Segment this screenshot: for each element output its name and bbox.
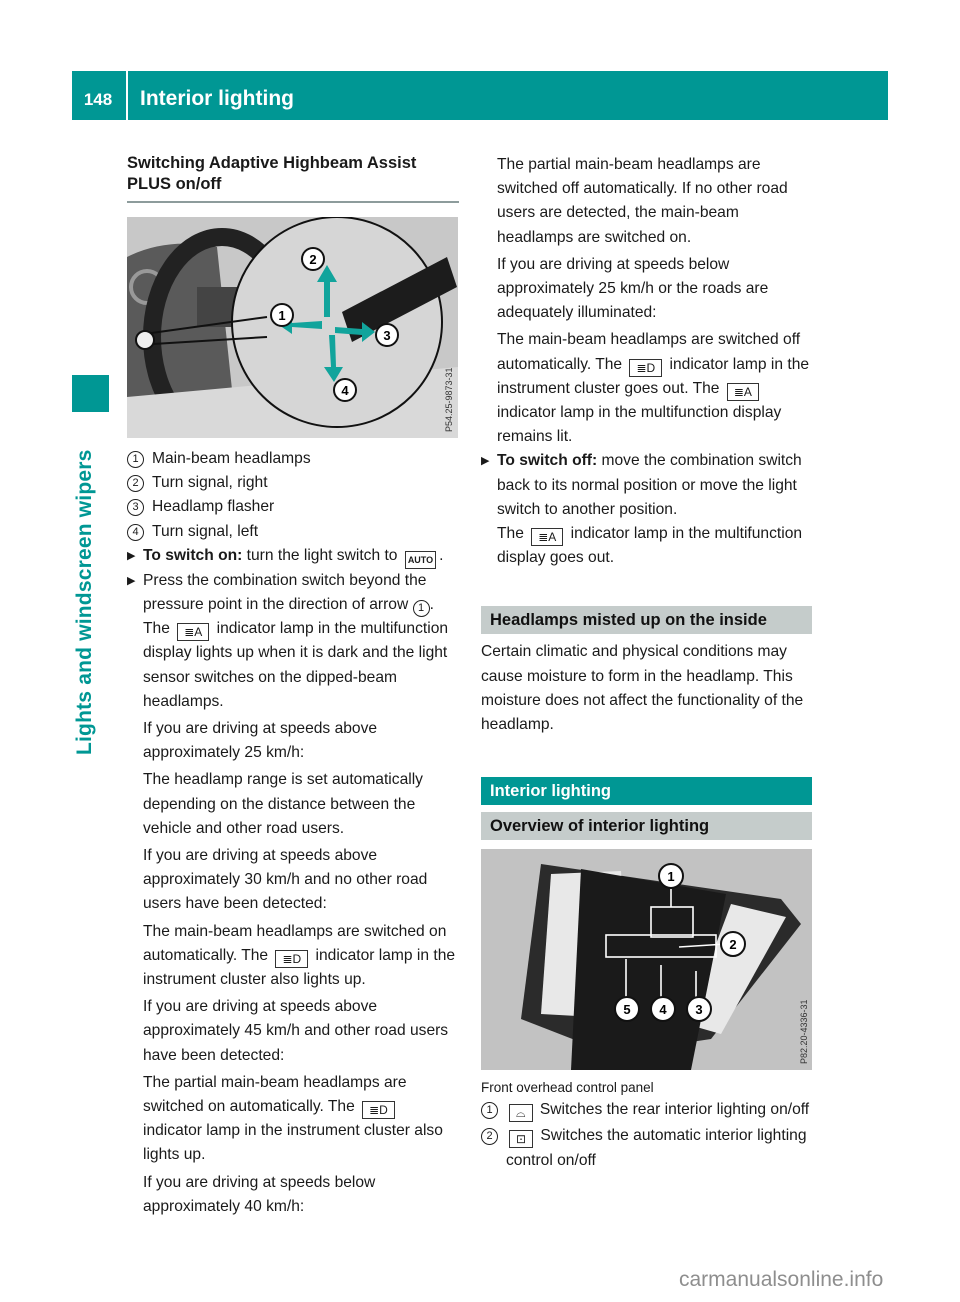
main-beam-indicator-icon: ≣D: [362, 1101, 395, 1119]
main-beam-indicator-icon: ≣D: [629, 359, 662, 377]
figure-caption: Front overhead control panel: [481, 1080, 654, 1096]
legend-item: 4 Turn signal, left: [127, 520, 459, 544]
step-switch-off: ▶ To switch off: move the combination switch back to its normal position or move the light switch to another position. The ≣A indicator lamp in the multifunction display goes out.: [481, 449, 812, 570]
section-heading-interior: Interior lighting: [481, 777, 812, 805]
misted-body: Certain climatic and physical conditions may cause moisture to form in the headlamp. This moisture does not affect the functionality of the headlamp.: [481, 643, 804, 734]
header-divider: [126, 71, 128, 120]
svg-text:3: 3: [383, 328, 391, 343]
main-beam-indicator-icon: ≣D: [275, 950, 308, 968]
auto-interior-light-off-icon: ⊡: [509, 1130, 533, 1148]
adaptive-highbeam-indicator-icon: ≣A: [727, 383, 759, 401]
svg-text:5: 5: [623, 1002, 631, 1018]
svg-text:1: 1: [667, 869, 675, 885]
step-press-switch: ▶ Press the combination switch beyond the pressure point in the direction of arrow 1 . The ≣A indicator lamp in the multifunction display lights up when it is dark and the light sensor switches on the dipped-beam headlamps. If you are driving at speeds above approximately 25 km/h: The headlamp range is set automatically depending on the distance between the vehicle and other road users. If you are driving at speeds above approximately 30 km/h and no other road users have been detected: The main-beam headlamps are switched on automatically. The ≣D indicator lamp in the instrument cluster also lights up. If you are driving at speeds above approximately 45 km/h and other road users have been detected: The partial main-beam headlamps are switched on automatically. The ≣D indicator lamp in the instrument cluster also lights up. If you are driving at speeds below approximately 40 km/h:: [127, 569, 459, 1219]
combination-switch-figure: [127, 217, 458, 438]
page-number: 148: [83, 90, 113, 109]
overhead-panel-figure: [481, 849, 812, 1070]
step-arrow-icon: ▶: [127, 549, 136, 562]
page-header: [72, 71, 888, 120]
left-column: [127, 153, 459, 1219]
page-title: Interior lighting: [140, 87, 294, 110]
legend-item: 3 Headlamp flasher: [127, 495, 459, 519]
svg-text:P82.20-4336-31: P82.20-4336-31: [799, 999, 809, 1065]
legend-item: 1 ⌓ Switches the rear interior lighting on/off: [481, 1098, 812, 1122]
rear-interior-light-icon: ⌓: [509, 1104, 533, 1122]
watermark: carmanualsonline.info: [679, 1268, 884, 1291]
chapter-tab-label: Lights and windscreen wipers: [73, 449, 96, 755]
svg-text:2: 2: [729, 937, 737, 953]
steering-wheel-illustration-icon: [127, 217, 458, 438]
svg-text:2: 2: [309, 252, 317, 267]
legend-item: 1 Main-beam headlamps: [127, 447, 459, 471]
step-arrow-icon: ▶: [127, 574, 136, 587]
adaptive-highbeam-indicator-icon: ≣A: [177, 623, 209, 641]
svg-text:4: 4: [659, 1002, 667, 1018]
chapter-tab-marker: [72, 375, 109, 412]
svg-text:1: 1: [278, 308, 286, 323]
auto-symbol-icon: AUTO: [405, 551, 436, 569]
svg-text:3: 3: [695, 1002, 703, 1018]
svg-text:4: 4: [341, 383, 349, 398]
section-title-adaptive-highbeam: Switching Adaptive Highbeam Assist PLUS on/off: [127, 153, 459, 203]
figure-legend: [127, 447, 459, 544]
adaptive-highbeam-indicator-icon: ≣A: [531, 528, 563, 546]
step-arrow-icon: ▶: [481, 455, 490, 468]
legend-item: 2 Turn signal, right: [127, 471, 459, 495]
section-subheading-overview: Overview of interior lighting: [481, 812, 812, 840]
overhead-control-panel-illustration-icon: [481, 849, 812, 1070]
svg-text:P54.25-9873-31: P54.25-9873-31: [444, 367, 454, 432]
right-column: The partial main-beam headlamps are switched off automatically. If no other road users are detected, the main-beam headlamps are switched on. If you are driving at speeds below approximately 25 km/h or the roads are adequately illuminated: The main-beam headlamps are switched off automatically. The ≣D indicator lamp in the instrument cluster goes out. The ≣A indicator lamp in the multifunction display remains lit. ▶ To switch off: move the combination switch back to its normal position or move the light switch to another position. The ≣A indicator lamp in the multifunction display goes out. Headlamps misted up on the inside Certain climatic and physical conditions may cause moisture to form in the headlamp. This moisture does not affect the functionality of the headlamp. Interior lighting Overview of interior lighting 1 2 3 4 5 P82.20-4336-31 Front overhead control panel 1 ⌓ Switches the rear interior lighting on/off 2 ⊡ Switches the automatic interior lighting control on/off: [481, 153, 812, 1173]
step-switch-on: ▶ To switch on: turn the light switch to AUTO .: [127, 544, 459, 569]
legend-item: 2 ⊡ Switches the automatic interior lighting control on/off: [481, 1124, 812, 1172]
section-heading-misted: Headlamps misted up on the inside: [481, 606, 812, 634]
